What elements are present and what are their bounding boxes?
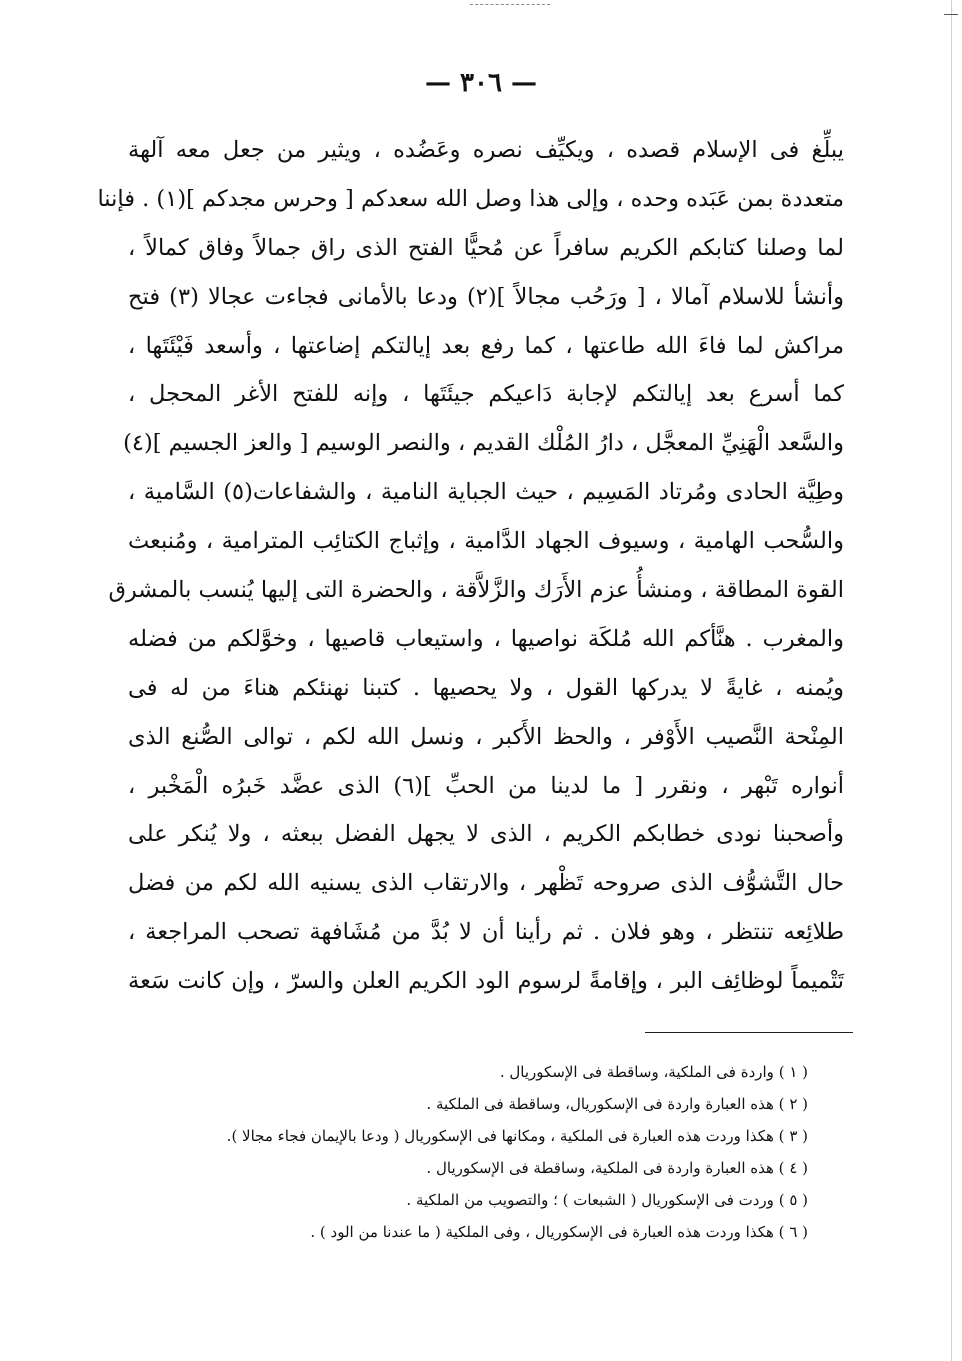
body-line: متعددة بمن عَبَده وحده ، وإلى هذا وصل الله سعدكم [ وحرس مجدكم ](١) . فإننا [97, 185, 844, 212]
body-line: طلائِعه تنتظر ، وهو فلان . ثم رأينا أن لا بُدَّ من مُشَافهة تصحب المراجعة ، [128, 919, 844, 946]
footnote: ( ٣ ) هكذا وردت هذه العبارة فى الملكية ، ومكانها فى الإسكوريال ( ودعا بالإيمان فجاء مجالا ). [226, 1127, 808, 1145]
scan-mark-top [470, 4, 550, 5]
body-line: والسَّعد الْهَنِيِّ المعجَّل ، دارُ المُلْك القديم ، والنصر الوسيم [ والعز الجسيم ](٤) [123, 430, 844, 457]
footnote-separator [645, 1032, 853, 1033]
body-line: أنواره تَبْهر ، ونقرر [ ما لدينا من الحبِّ ](٦) الذى عضَّد خَبرُه الْمَخْبر ، [128, 772, 844, 799]
body-line: كما أسرع بعد إيالتكم لإجابة دَاعيكم جيئَتَها ، وإنه للفتح الأغر المحجل ، [128, 381, 844, 408]
body-line: وأنشأ للاسلام آمالا ، [ ورَحُب مجالاً ](٢) ودعا بالأمانى فجاءت عجالا (٣) فتح [128, 283, 845, 310]
body-line: تَتْميماً لوظائِف البر ، وإقامةً لرسوم الود الكريم العلن والسرّ ، وإن كانت سَعة [128, 968, 844, 995]
footnotes [140, 1056, 808, 1248]
page-number: — ٣٠٦ — [424, 68, 538, 98]
body-line: يبلِّغ فى الإسلام قصده ، ويكيِّف نصره وعَضُده ، ويثير من جعل معه آلهة [128, 137, 844, 163]
body-line: والمغرب . هنَّأكم الله مُلكَة نواصيها ، واستيعاب قاصيها ، وخوَّلكم من فضله [128, 625, 844, 652]
footnote: ( ٦ ) هكذا وردت هذه العبارة فى الإسكوريال ، وفى الملكية ( ما عندنا من الود ) . [310, 1223, 808, 1241]
body-line: وطِيَّة الحادى ومُرتاد المَسِيم ، حيث الجباية النامية ، والشفاعات(٥) السَّامية ، [128, 479, 844, 506]
footnote: ( ٤ ) هذه العبارة واردة فى الملكية، وساقطة فى الإسكوريال . [426, 1159, 808, 1177]
footnote: ( ٥ ) وردت فى الإسكوريال ( الشبعات ) ؛ والتصويب من الملكية . [406, 1191, 808, 1209]
body-line: والسُّحب الهامية ، وسيوف الجهاد الدَّامية ، وإثباج الكتائِب المترامية ، ومُنبعث [128, 528, 844, 555]
body-line: لما وصلنا كتابكم الكريم سافراً عن مُحيًّا الفتح الذى راق جمالاً وفاق كمالاً ، [128, 234, 844, 261]
body-line: حال التَّشوُّف الذى صروحه تَظْهر ، والارتقاب الذى يسنيه الله لكم من فضل [128, 870, 844, 897]
scan-edge-line [951, 0, 952, 1361]
body-text [97, 126, 845, 1006]
footnote: ( ٢ ) هذه العبارة واردة فى الإسكوريال، وساقطة فى الملكية . [426, 1095, 808, 1113]
body-line: وأصحبنا نودى خطابكم الكريم ، الذى لا يجهل الفضل ببعثه ، ولا يُنكر على [128, 821, 844, 848]
body-line: المِنْحة النَّصيب الأَوْفر ، والحظ الأَكبر ، ونسل الله لكم ، توالى الصُّنع الذى [128, 723, 844, 750]
body-line: ويُمنه ، غايةً لا يدركها القول ، ولا يحصيها . كتبنا نهنئكم هناءَ من له فى [128, 674, 844, 701]
body-line: مراكش لما فاءَ الله طاعتها ، كما رفع بعد إيالتكم إضاعتها ، وأسعد فَيْئَتَها ، [128, 332, 844, 359]
scan-edge-tick [944, 14, 958, 15]
body-line: القوة المطاقة ، ومنشأُ عزم الأَرَك والزَّلاَّقة ، والحضرة التى إليها يُنسب بالمشرق [108, 577, 844, 604]
footnote: ( ١ ) واردة فى الملكية، وساقطة فى الإسكوريال . [499, 1063, 808, 1081]
